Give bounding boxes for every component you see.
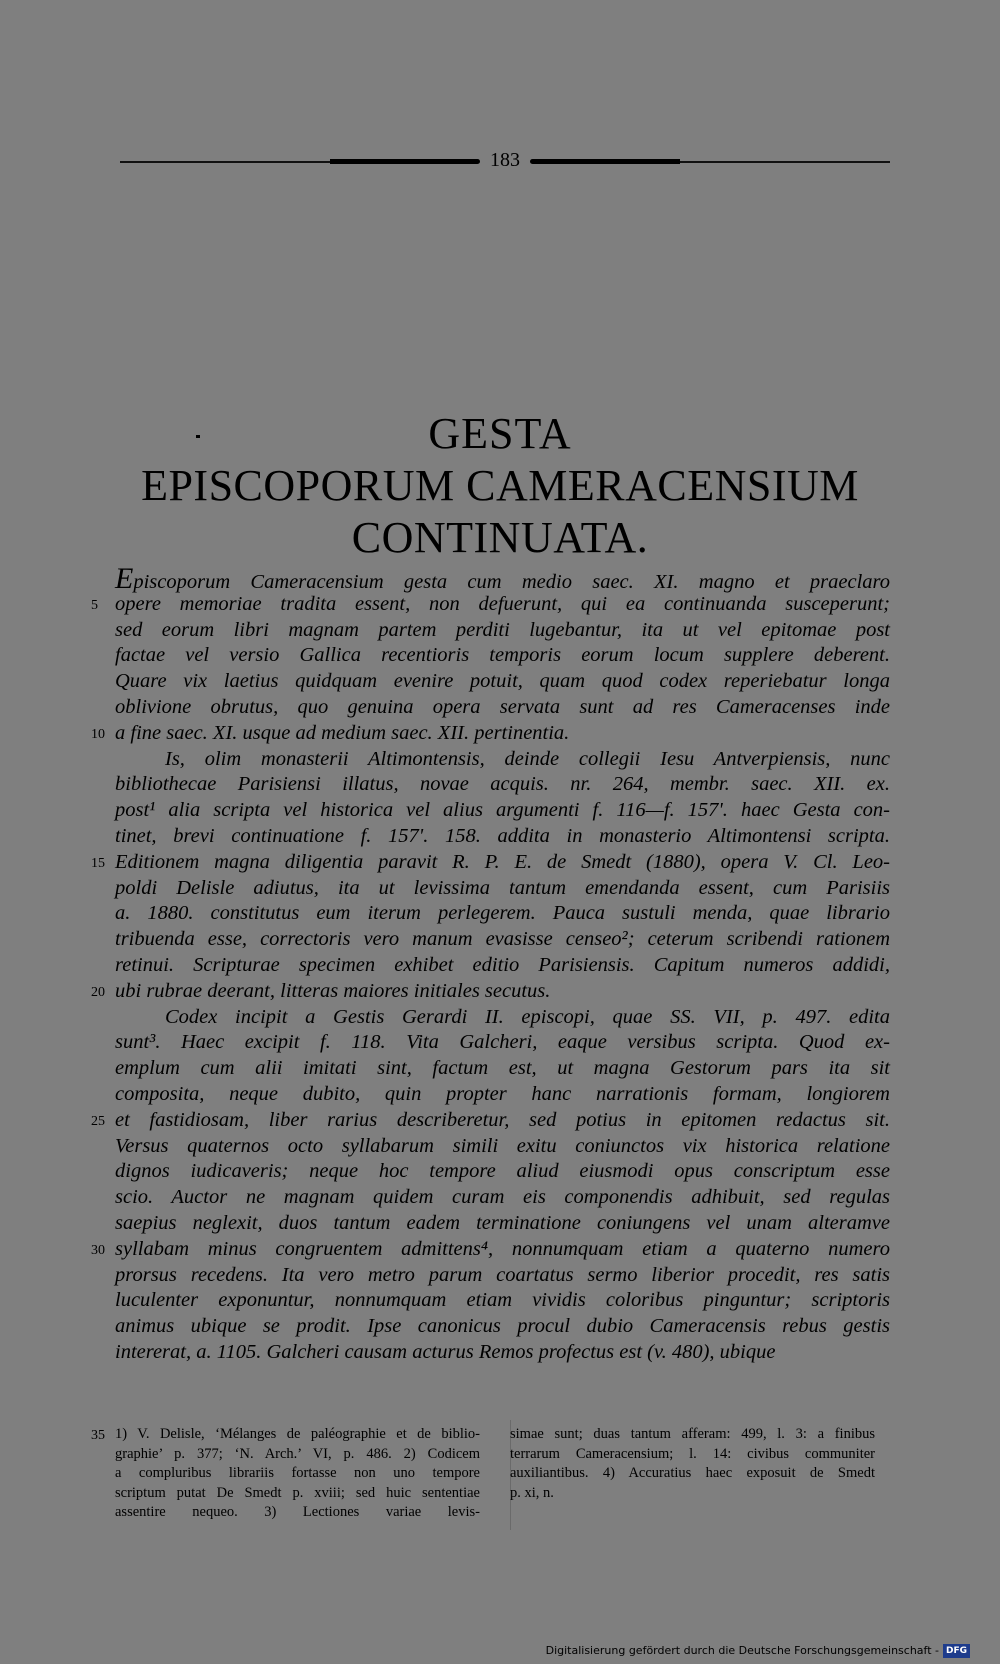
margin-line-number: 30 (91, 1242, 105, 1258)
body-line (115, 1134, 890, 1160)
body-line (115, 721, 890, 747)
body-line-text: a fine saec. XI. usque ad medium saec. XII. pertinentia. (115, 721, 570, 744)
page-header (120, 151, 890, 175)
body-line (115, 1159, 890, 1185)
title-line: CONTINUATA. (351, 513, 649, 562)
footnote-line: a compluribus librariis fortasse non uno tempore (115, 1465, 480, 1482)
body-line-text: Editionem magna diligentia paravit R. P. E. de Smedt (1880), opera V. Cl. Leo- (115, 850, 890, 873)
margin-line-number: 10 (91, 726, 105, 742)
footnote-line: assentire nequeo. 3) Lectiones variae levis- (115, 1504, 480, 1521)
body-line (115, 592, 890, 618)
body-line-text: saepius neglexit, duos tantum eadem terminatione coniungens vel unam alteramve (115, 1211, 890, 1234)
body-line (115, 927, 890, 953)
body-line (115, 1185, 890, 1211)
body-line-text: Is, olim monasterii Altimontensis, deinde collegii Iesu Antverpiensis, nunc (165, 747, 890, 770)
document-title (110, 408, 890, 564)
body-line-text: bibliothecae Parisiensi illatus, novae acquis. nr. 264, membr. saec. XII. ex. (115, 773, 890, 796)
body-line (115, 953, 890, 979)
body-line-text: piscoporum Cameracensium gesta cum medio saec. XI. magno et praeclaro (133, 571, 890, 593)
dfg-logo: DFG (943, 1644, 970, 1658)
body-line-text: opere memoriae tradita essent, non defuerunt, qui ea continuanda susceperunt; (115, 592, 890, 615)
body-line-text: et fastidiosam, liber rarius describeretur, sed potius in epitomen redactus sit. (115, 1108, 890, 1131)
page-number: 183 (490, 149, 520, 171)
footnote-line: 1) V. Delisle, ‘Mélanges de paléographie et de biblio- (115, 1426, 480, 1442)
body-line (115, 979, 890, 1005)
margin-line-number: 25 (91, 1113, 105, 1129)
footnote-line: auxiliantibus. 4) Accuratius haec exposuit de Smedt (510, 1465, 875, 1482)
margin-line-number: 5 (91, 597, 98, 613)
body-line (115, 643, 890, 669)
title-line: GESTA (428, 409, 572, 458)
body-line-text: dignos iudicaveris; neque hoc tempore aliud eiusmodi opus conscriptum esse (115, 1160, 890, 1183)
body-line (115, 1005, 890, 1031)
title-line: EPISCOPORUM CAMERACENSIUM (141, 461, 859, 510)
body-line (115, 618, 890, 644)
body-line (115, 1237, 890, 1263)
initial-letter: E (115, 562, 134, 595)
body-line (115, 1314, 890, 1340)
body-line-text: Quare vix laetius quidquam evenire potuit, quam quod codex reperiebatur longa (115, 670, 890, 693)
footnote-line: terrarum Cameracensium; l. 14: civibus communiter (510, 1445, 875, 1462)
body-line (115, 798, 890, 824)
body-line-text: ubi rubrae deerant, litteras maiores initiales secutus. (115, 979, 551, 1002)
body-line-text: sed eorum libri magnam partem perditi lugebantur, ita ut vel epitomae post (115, 618, 890, 641)
body-line (115, 747, 890, 773)
margin-line-number: 15 (91, 855, 105, 871)
body-line (115, 1082, 890, 1108)
body-line (115, 876, 890, 902)
body-line (115, 824, 890, 850)
body-line (115, 901, 890, 927)
body-line-text: post¹ alia scripta vel historica vel alius argumenti f. 116—f. 157'. haec Gesta con- (115, 799, 890, 822)
body-line (115, 695, 890, 721)
body-line-text: a. 1880. constitutus eum iterum perlegerem. Pauca sustuli menda, quae librario (115, 902, 890, 925)
body-line-text: prorsus recedens. Ita vero metro parum coartatus sermo liberior procedit, res satis (115, 1263, 890, 1286)
body-line-text: tinet, brevi continuatione f. 157'. 158. addita in monasterio Altimontensi scripta. (115, 824, 890, 847)
body-line (115, 1108, 890, 1134)
body-line (115, 1288, 890, 1314)
body-line (115, 1263, 890, 1289)
body-line-text: luculenter exponuntur, nonnumquam etiam vividis coloribus pinguntur; scriptoris (115, 1289, 890, 1312)
body-line (115, 850, 890, 876)
footnotes-right-column (510, 1425, 875, 1503)
credit-text: Digitalisierung gefördert durch die Deutsche Forschungsgemeinschaft - (545, 1644, 939, 1657)
digitization-credit (546, 1642, 970, 1660)
body-line-text: syllabam minus congruentem admittens⁴, nonnumquam etiam a quaterno numero (115, 1237, 890, 1260)
footnote-line: p. xi, n. (510, 1484, 554, 1501)
body-line-text: Codex incipit a Gestis Gerardi II. episcopi, quae SS. VII, p. 497. edita (165, 1005, 890, 1028)
body-line-text: Versus quaternos octo syllabarum simili exitu coniunctos vix historica relatione (115, 1134, 890, 1157)
header-rule-left-ornament (330, 159, 480, 164)
body-line (115, 1030, 890, 1056)
body-line (115, 1211, 890, 1237)
body-line-text: scio. Auctor ne magnam quidem curam eis componendis adhibuit, sed regulas (115, 1186, 890, 1209)
body-line (115, 562, 890, 595)
body-line-text: poldi Delisle adiutus, ita ut levissima tantum emendanda essent, cum Parisiis (115, 876, 890, 899)
body-line (115, 1340, 890, 1366)
body-line-text: sunt³. Haec excipit f. 118. Vita Galcheri, eaque versibus scripta. Quod ex- (115, 1031, 890, 1054)
body-line-text: animus ubique se prodit. Ipse canonicus procul dubio Cameracensis rebus gestis (115, 1315, 890, 1338)
body-line (115, 669, 890, 695)
body-line-text: composita, neque dubito, quin propter hanc narrationis formam, longiorem (115, 1082, 890, 1105)
body-line (115, 1056, 890, 1082)
body-line-text: tribuenda esse, correctoris vero manum evasisse censeo²; ceterum scribendi rationem (115, 928, 890, 951)
body-line-text: emplum cum alii imitati sint, factum est, ut magna Gestorum pars ita sit (115, 1057, 890, 1080)
body-line-text: intererat, a. 1105. Galcheri causam acturus Remos profectus est (v. 480), ubique (115, 1340, 776, 1363)
header-rule-right-ornament (530, 159, 680, 164)
body-line-text: retinui. Scripturae specimen exhibet editio Parisiensis. Capitum numeros addidi, (115, 953, 890, 976)
body-text (115, 562, 890, 1366)
footnote-line: simae sunt; duas tantum afferam: 499, l. 3: a finibus (510, 1426, 875, 1442)
footnote-line: scriptum putat De Smedt p. xviii; sed huic sententiae (115, 1484, 480, 1501)
body-line-text: factae vel versio Gallica recentioris temporis eorum locum supplere deberent. (115, 644, 890, 667)
body-line-text: oblivione obrutus, quo genuina opera servata sunt ad res Cameracenses inde (115, 695, 890, 718)
body-line (115, 772, 890, 798)
footnote-line: graphie’ p. 377; ‘N. Arch.’ VI, p. 486. 2) Codicem (115, 1445, 480, 1462)
footnotes-left-column (115, 1425, 480, 1523)
footnote-line-number: 35 (91, 1428, 105, 1443)
margin-line-number: 20 (91, 984, 105, 1000)
